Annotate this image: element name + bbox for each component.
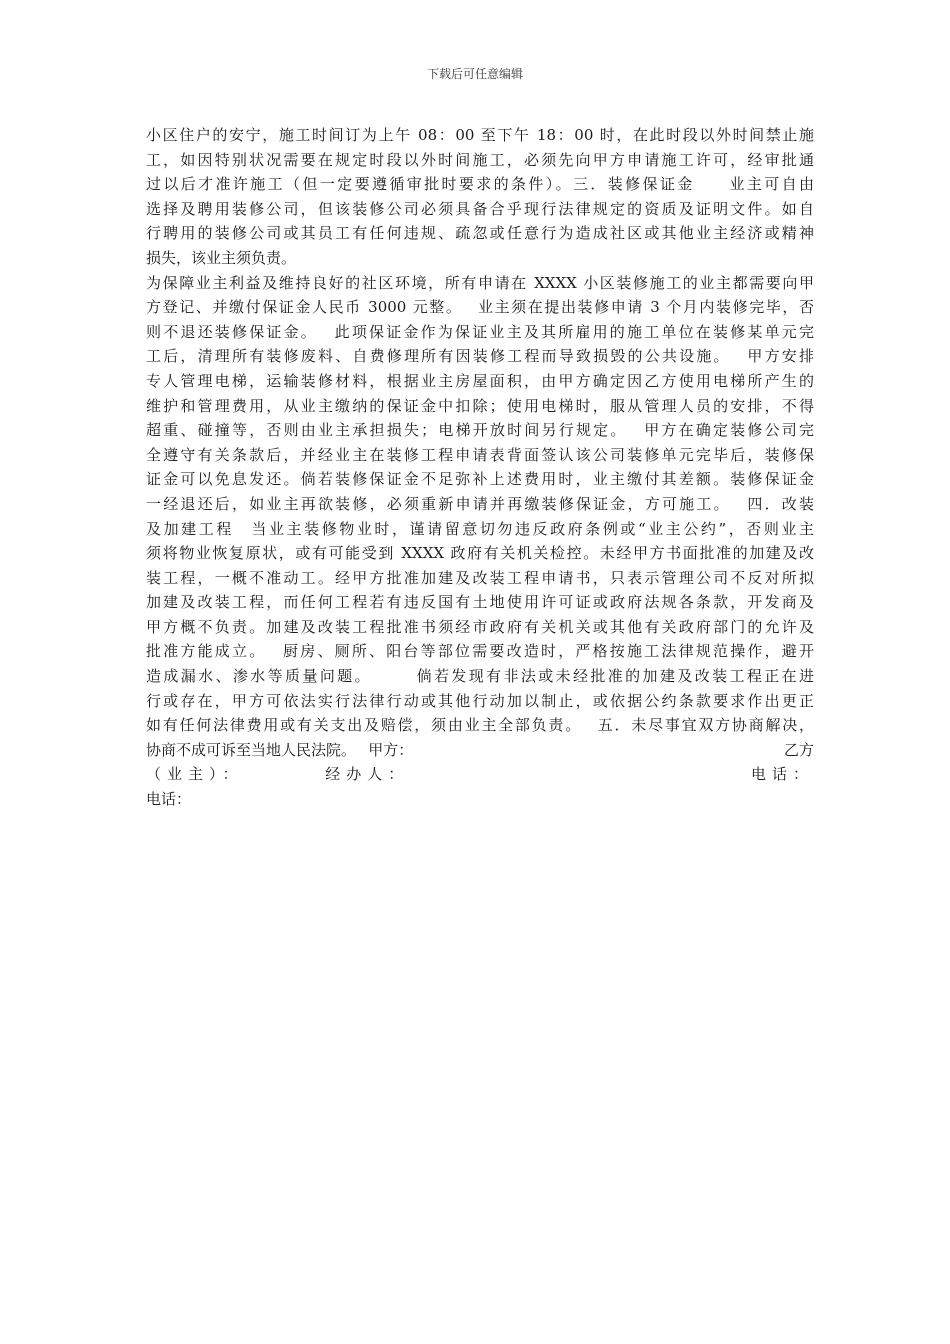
body-line: 造成漏水、渗水等质量问题。 倘若发现有非法或未经批准的加建及改装工程正在进 xyxy=(146,667,814,686)
party-a-text: 协商不成可诉至当地人民法院。 甲方： xyxy=(146,740,414,759)
body-line: 专人管理电梯，运输装修材料，根据业主房屋面积，由甲方确定因乙方使用电梯所产生的 xyxy=(146,371,814,390)
body-line: 加建及改装工程，而任何工程若有违反国有土地使用许可证或政府法规各条款，开发商及 xyxy=(146,593,814,612)
body-line: 须将物业恢复原状，或有可能受到 XXXX 政府有关机关检控。未经甲方书面批准的加建及改 xyxy=(146,544,814,563)
body-line: 工，如因特别状况需要在规定时段以外时间施工，必须先向甲方申请施工许可，经审批通 xyxy=(146,150,814,169)
body-line: 甲方概不负责。加建及改装工程批准书须经市政府有关机关或其他有关政府部门的允许及 xyxy=(146,617,814,636)
body-line: 批准方能成立。 厨房、厕所、阳台等部位需要改造时，严格按施工法律规范操作，避开 xyxy=(146,642,814,661)
body-line: 工后，清理所有装修废料、自费修理所有因装修工程而导致损毁的公共设施。 甲方安排 xyxy=(146,347,814,366)
party-a-line xyxy=(146,738,814,763)
body-line: 维护和管理费用，从业主缴纳的保证金中扣除；使用电梯时，服从管理人员的安排，不得 xyxy=(146,396,814,415)
body-line: 为保障业主利益及维持良好的社区环境，所有申请在 XXXX 小区装修施工的业主都需要向甲 xyxy=(146,273,814,292)
phone-label-2: 电话： xyxy=(146,790,192,809)
body-line: 一经退还后，如业主再欲装修，必须重新申请并再缴装修保证金，方可施工。 四．改装 xyxy=(146,494,814,513)
body-line: 装工程，一概不准动工。经甲方批准加建及改装工程申请书，只表示管理公司不反对所拟 xyxy=(146,568,814,587)
owner-label: （业主）： xyxy=(146,765,244,784)
document-body xyxy=(146,123,814,812)
agent-label: 经办人： xyxy=(325,765,410,784)
signature-line xyxy=(146,762,814,787)
body-line: 则不退还装修保证金。 此项保证金作为保证业主及其所雇用的施工单位在装修某单元完 xyxy=(146,322,814,341)
phone-label: 电话： xyxy=(750,765,814,784)
page-header: 下载后可任意编辑 xyxy=(426,67,523,81)
body-line: 过以后才准许施工（但一定要遵循审批时要求的条件）。三．装修保证金 业主可自由 xyxy=(146,175,814,194)
body-line: 及加建工程 当业主装修物业时，谨请留意切勿违反政府条例或“业主公约”，否则业主 xyxy=(146,519,814,538)
party-b-label: 乙方 xyxy=(783,740,814,759)
body-line: 行聘用的装修公司或其员工有任何违规、疏忽或任意行为造成社区或其他业主经济或精神 xyxy=(146,224,814,243)
body-line: 选择及聘用装修公司，但该装修公司必须具备合乎现行法律规定的资质及证明文件。如自 xyxy=(146,199,814,218)
body-line: 小区住户的安宁，施工时间订为上午 08：00 至下午 18：00 时，在此时段以外时间禁止施 xyxy=(146,126,814,144)
body-line: 如有任何法律费用或有关支出及赔偿，须由业主全部负责。 五．未尽事宜双方协商解决， xyxy=(146,716,814,735)
body-line: 超重、碰撞等，否则由业主承担损失；电梯开放时间另行规定。 甲方在确定装修公司完 xyxy=(146,421,814,440)
body-line: 方登记、并缴付保证金人民币 3000 元整。 业主须在提出装修申请 3 个月内装修完毕，否 xyxy=(146,298,814,317)
body-line: 损失，该业主须负责。 xyxy=(146,248,297,267)
body-line: 证金可以免息发还。倘若装修保证金不足弥补上述费用时，业主缴付其差额。装修保证金 xyxy=(146,470,814,489)
body-line: 行或存在，甲方可依法实行法律行动或其他行动加以制止，或依据公约条款要求作出更正 xyxy=(146,691,814,710)
body-line: 全遵守有关条款后，并经业主在装修工程申请表背面签认该公司装修单元完毕后，装修保 xyxy=(146,445,814,464)
